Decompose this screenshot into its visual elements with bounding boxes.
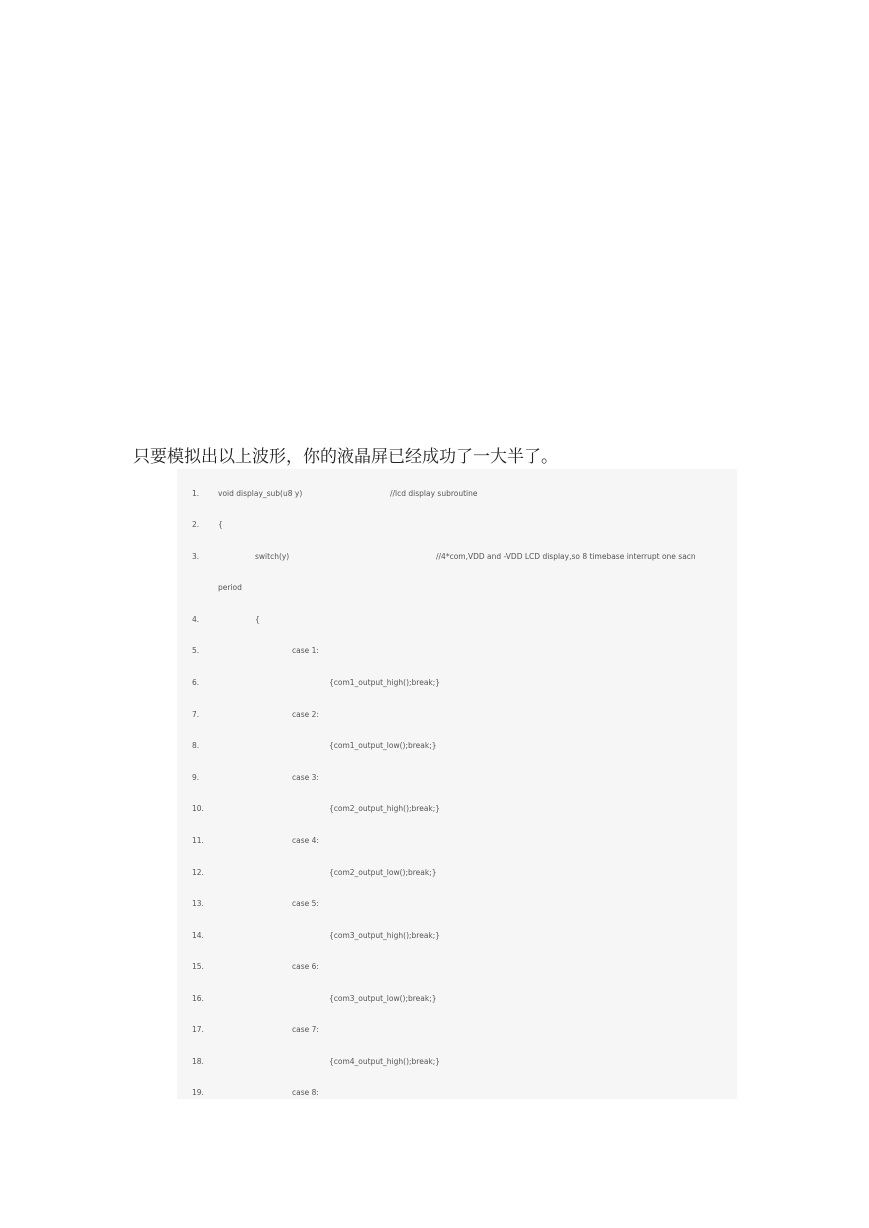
code-line [177,1054,737,1070]
code-text: case 8: [292,1088,319,1097]
line-number: 6. [192,678,200,687]
line-number: 12. [192,868,204,877]
code-text: {com1_output_low();break;} [329,741,437,750]
code-block [177,469,737,1099]
line-number: 18. [192,1057,204,1066]
code-text: {com3_output_low();break;} [329,994,437,1003]
line-number: 1. [192,489,200,498]
code-line [177,580,737,596]
code-line [177,707,737,723]
line-number: 8. [192,741,200,750]
code-text: case 3: [292,773,319,782]
code-line [177,517,737,533]
code-comment: //4*com,VDD and -VDD LCD display,so 8 timebase interrupt one sacn [436,552,696,561]
code-line [177,770,737,786]
line-number: 17. [192,1025,204,1034]
code-line [177,675,737,691]
line-number: 13. [192,899,204,908]
code-text: case 2: [292,710,319,719]
code-text: case 6: [292,962,319,971]
code-line [177,865,737,881]
code-text: {com2_output_high();break;} [329,804,441,813]
line-number: 4. [192,615,200,624]
line-number: 15. [192,962,204,971]
code-line [177,896,737,912]
code-text: {com3_output_high();break;} [329,931,441,940]
code-line [177,1022,737,1038]
code-line [177,801,737,817]
line-number: 10. [192,804,204,813]
code-text: period [218,583,242,592]
code-text: {com1_output_high();break;} [329,678,441,687]
code-line [177,612,737,628]
code-text: case 4: [292,836,319,845]
code-line [177,1085,737,1099]
code-text: case 5: [292,899,319,908]
code-line [177,643,737,659]
line-number: 3. [192,552,200,561]
code-text: void display_sub(u8 y) [218,489,303,498]
code-text: { [255,615,260,624]
line-number: 7. [192,710,200,719]
code-text: {com2_output_low();break;} [329,868,437,877]
intro-paragraph: 只要模拟出以上波形，你的液晶屏已经成功了一大半了。 [133,447,558,467]
code-line [177,959,737,975]
code-text: {com4_output_high();break;} [329,1057,441,1066]
line-number: 16. [192,994,204,1003]
code-line [177,738,737,754]
code-comment: //lcd display subroutine [390,489,478,498]
code-line [177,928,737,944]
line-number: 2. [192,520,200,529]
code-text: { [218,520,223,529]
code-line [177,833,737,849]
code-line [177,486,737,502]
code-text: case 7: [292,1025,319,1034]
code-text: case 1: [292,646,319,655]
line-number: 5. [192,646,200,655]
code-text: switch(y) [255,552,290,561]
line-number: 14. [192,931,204,940]
line-number: 9. [192,773,200,782]
code-line [177,549,737,565]
line-number: 11. [192,836,204,845]
code-line [177,991,737,1007]
line-number: 19. [192,1088,204,1097]
